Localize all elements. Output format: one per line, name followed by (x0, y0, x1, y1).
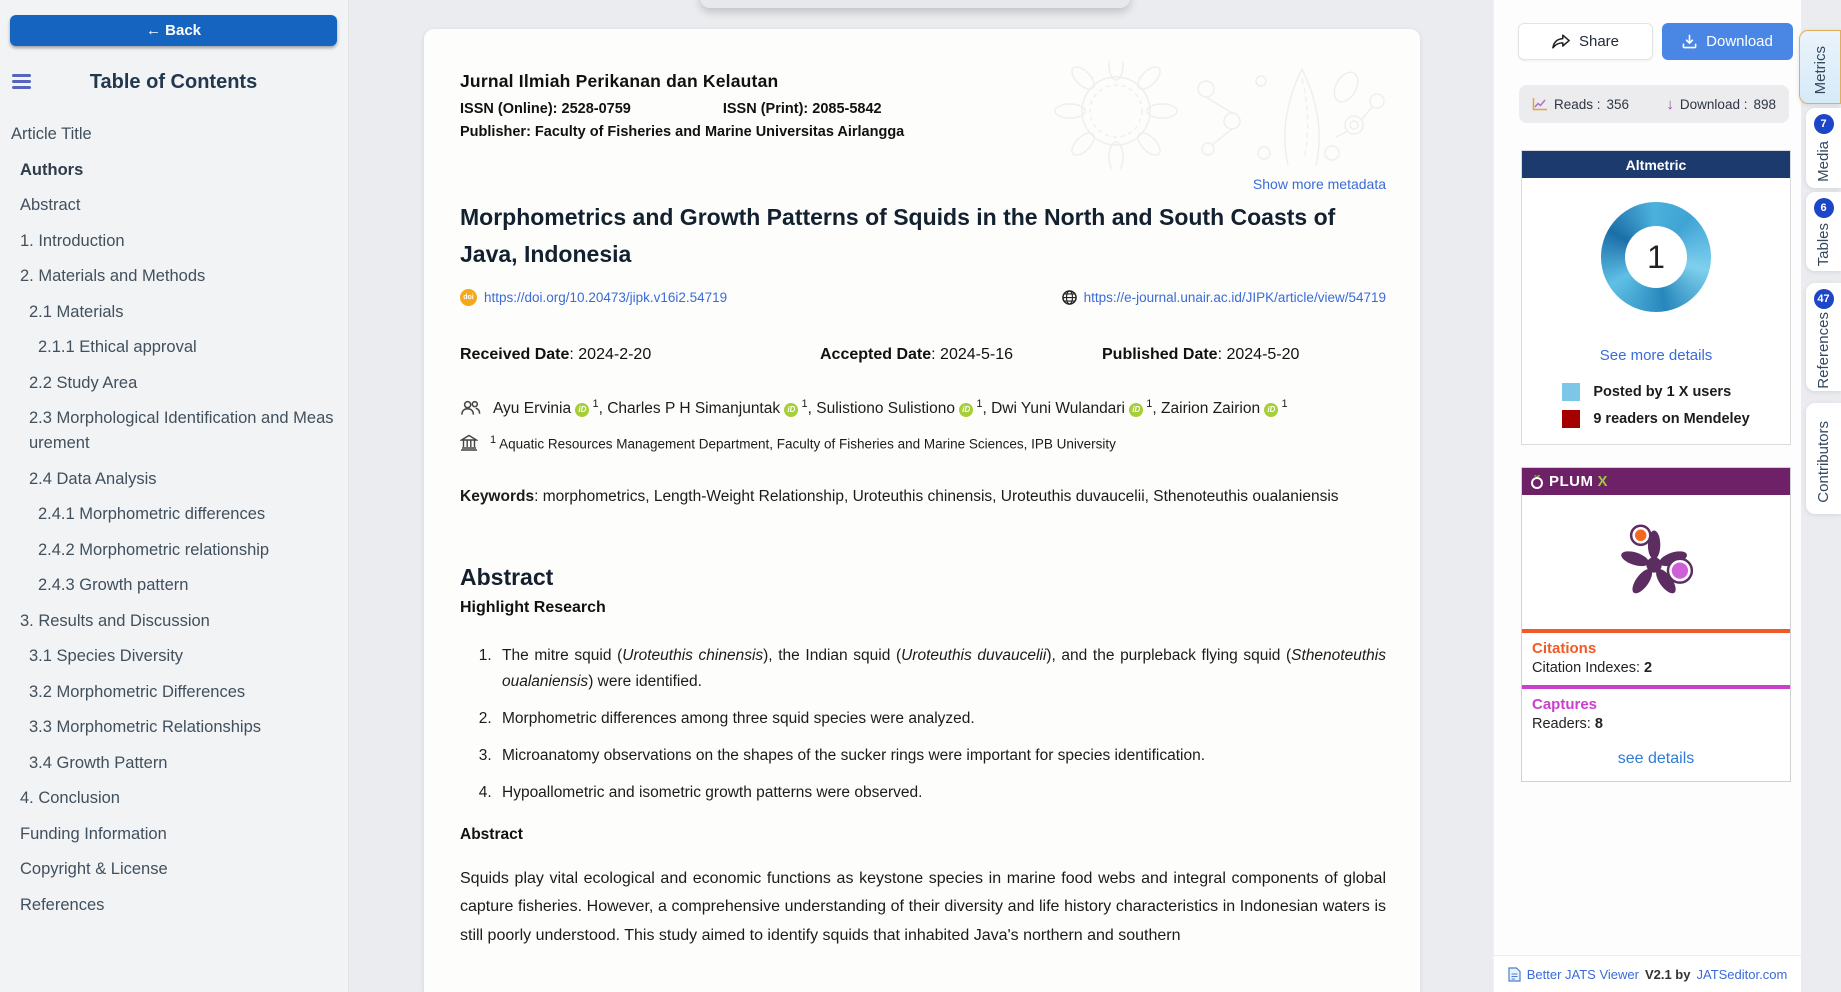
author-affiliation-number: 1 (589, 398, 599, 410)
legend-color-swatch (1562, 383, 1580, 401)
author-name[interactable]: Zairion Zairion iD $^1$ (1161, 398, 1288, 418)
author-affiliation-number: 1 (1143, 398, 1153, 410)
legend-label: 9 readers on Mendeley (1593, 411, 1750, 427)
legend-row (1562, 410, 1749, 428)
hamburger-menu-icon[interactable] (12, 74, 31, 92)
toc-item[interactable]: References (20, 895, 105, 914)
tab-label: Contributors (1815, 420, 1832, 503)
highlight-item: 2. Morphometric differences among three squid species were analyzed. (496, 706, 1386, 732)
tab-metrics[interactable] (1799, 30, 1841, 104)
toc-item[interactable]: 3.1 Species Diversity (29, 647, 184, 665)
tab-badge: 7 (1814, 114, 1834, 134)
keywords-line (460, 484, 1386, 510)
toc-item[interactable]: 2.1 Materials (29, 302, 124, 321)
authors-list: Ayu Ervinia iD $^1$, Charles P H Simanjuntak iD $^1$, Sulistiono Sulistiono iD $^1$, Dwi Yuni Wulandari iD $^1$, Zairion Zairion iD $^1$ (493, 398, 1288, 418)
toc-item[interactable]: 2.2 Study Area (29, 373, 138, 392)
highlight-item: 4. Hypoallometric and isometric growth patterns were observed. (496, 780, 1386, 806)
tab-label: Tables (1815, 222, 1832, 267)
affiliation-icon (460, 434, 478, 451)
show-more-metadata-link[interactable]: Show more metadata (1252, 176, 1386, 192)
reads-label: Reads : (1554, 96, 1601, 112)
orcid-icon[interactable]: iD (784, 403, 798, 417)
toc-item[interactable]: 2.4.2 Morphometric relationship (38, 540, 270, 559)
highlight-item: 3. Microanatomy observations on the shapes of the sucker rings were important for species identification. (496, 743, 1386, 769)
toc-title: Table of Contents (89, 71, 258, 93)
tab-badge: 6 (1814, 198, 1834, 218)
highlights-list (482, 643, 1386, 806)
viewer-site-link[interactable]: JATSeditor.com (1696, 966, 1788, 982)
date-group: Received Date: 2024-2-20 (460, 346, 652, 363)
highlight-heading: Highlight Research (460, 598, 606, 616)
metrics-panel (1493, 0, 1801, 992)
toc-item[interactable]: 2. Materials and Methods (20, 267, 206, 285)
doi-icon: doi (460, 289, 477, 306)
plumx-card (1521, 467, 1791, 782)
keywords-label: Keywords (460, 487, 535, 505)
share-icon (1552, 34, 1570, 49)
toc-item[interactable]: Article Title (11, 125, 92, 143)
plumx-graphic (1608, 519, 1704, 607)
affiliation-text (490, 434, 1116, 452)
tab-label: References (1815, 311, 1832, 389)
author-affiliation-number: 1 (798, 398, 808, 410)
downloads-label: Download : (1679, 96, 1748, 112)
download-icon (1682, 34, 1697, 49)
abstract-text: Squids play vital ecological and economic functions as keystone species in marine food webs and integral components of global capture fisheries. However, a comprehensive understanding of their diversity and life history characteristics in Indonesian waters is still poorly understood. This study aimed to identify squids that inhabited Java's northern and southern (460, 869, 1386, 944)
reads-value: 356 (1606, 96, 1630, 112)
toc-item[interactable]: 3.3 Morphometric Relationships (29, 718, 262, 736)
keywords-text: : morphometrics, Length-Weight Relationship, Uroteuthis chinensis, Uroteuthis duvaucelii, Sthenoteuthis oualaniensis (534, 487, 1339, 505)
plumx-section-metric: Citation Indexes: 2 (1532, 660, 1653, 676)
toc-item[interactable]: Authors (20, 160, 84, 179)
stats-bar (1519, 85, 1789, 123)
toc-item[interactable]: 2.1.1 Ethical approval (38, 338, 197, 356)
top-toast (700, 0, 1130, 8)
legend-color-swatch (1562, 410, 1580, 428)
altmetric-score: 1 (1625, 226, 1687, 288)
journal-article-link[interactable]: https://e-journal.unair.ac.id/JIPK/article/view/54719 (1083, 290, 1386, 305)
tab-badge: 47 (1814, 289, 1834, 309)
authors-icon (460, 399, 481, 417)
legend-row (1562, 383, 1749, 401)
orcid-icon[interactable]: iD (1264, 403, 1278, 417)
plumx-details-link[interactable]: see details (1617, 750, 1695, 767)
plumx-section-metric: Readers: 8 (1532, 716, 1603, 732)
downloads-value: 898 (1753, 96, 1776, 112)
toc-item[interactable]: 3.2 Morphometric Differences (29, 682, 246, 701)
download-label: Download (1706, 33, 1773, 50)
plumx-logo-x: X (1597, 473, 1608, 490)
abstract-subheading: Abstract (460, 825, 523, 843)
date-group: Accepted Date: 2024-5-16 (820, 346, 1013, 363)
share-button[interactable] (1518, 23, 1653, 60)
toc-item[interactable]: 2.4 Data Analysis (29, 469, 157, 488)
tab-media[interactable] (1806, 108, 1841, 188)
orcid-icon[interactable]: iD (959, 403, 973, 417)
highlight-item: 1. The mitre squid (Uroteuthis chinensis), the Indian squid (Uroteuthis duvaucelii), and the purpleback flying squid (Sthenoteuthis oualaniensis) were identified. (496, 643, 1386, 695)
author-name[interactable]: Ayu Ervinia iD $^1$ (493, 398, 599, 418)
orcid-icon[interactable]: iD (575, 403, 589, 417)
share-label: Share (1578, 33, 1620, 50)
plumx-metric-value: 8 (1594, 716, 1603, 732)
plumx-section-title: Captures (1532, 696, 1598, 713)
toc-item[interactable]: Abstract (20, 196, 81, 214)
download-button[interactable] (1662, 23, 1793, 60)
author-affiliation-number: 1 (1278, 398, 1288, 410)
toc-item[interactable]: 2.4.3 Growth pattern (38, 576, 189, 594)
altmetric-details-link[interactable]: See more details (1599, 347, 1713, 364)
author-name[interactable]: Charles P H Simanjuntak iD $^1$ (607, 398, 808, 418)
doi-link[interactable]: https://doi.org/10.20473/jipk.v16i2.54719 (484, 290, 728, 305)
toc-item[interactable]: 2.3 Morphological Identification and Measurement (29, 409, 334, 452)
plumx-metric-value: 2 (1644, 660, 1653, 676)
date-label: Received Date (460, 346, 570, 363)
plumx-section-title: Citations (1532, 640, 1597, 657)
toc-item[interactable]: 4. Conclusion (20, 789, 120, 807)
viewer-footer (1494, 955, 1801, 992)
document-icon (1508, 967, 1521, 982)
altmetric-donut-badge[interactable] (1601, 202, 1711, 312)
toc-item[interactable]: Copyright & License (20, 860, 168, 878)
dates-row (460, 346, 1386, 364)
tab-references[interactable] (1806, 283, 1841, 391)
toc-sidebar (0, 0, 349, 992)
viewer-name-link[interactable]: Better JATS Viewer (1526, 966, 1639, 982)
author-name[interactable]: Dwi Yuni Wulandari iD $^1$ (991, 398, 1153, 418)
reads-chart-icon (1532, 97, 1548, 111)
plumx-logo-word: PLUM (1549, 473, 1594, 490)
journal-name: Jurnal Ilmiah Perikanan dan Kelautan (460, 71, 779, 91)
tab-contributors[interactable] (1806, 403, 1841, 514)
article-title: Morphometrics and Growth Patterns of Squids in the North and South Coasts of Java, Indonesia (460, 204, 1336, 267)
tab-label: Media (1815, 140, 1832, 182)
abstract-heading: Abstract (460, 563, 554, 590)
date-group: Published Date: 2024-5-20 (1102, 346, 1300, 363)
toc-item[interactable]: 3.4 Growth Pattern (29, 753, 168, 772)
toc-list (10, 122, 337, 918)
viewer-version: V2.1 by (1644, 966, 1691, 982)
altmetric-card (1521, 150, 1791, 445)
plumx-logo-icon (1529, 474, 1545, 490)
date-label: Published Date (1102, 346, 1218, 363)
affiliation-label: Aquatic Resources Management Department, Faculty of Fisheries and Marine Sciences, IPB University (499, 436, 1116, 452)
publisher: Publisher: Faculty of Fisheries and Marine Universitas Airlangga (460, 124, 905, 140)
altmetric-legend (1562, 383, 1749, 428)
download-arrow-icon: ↓ (1666, 95, 1674, 113)
back-arrow-icon: ← (145, 22, 161, 39)
legend-label: Posted by 1 X users (1593, 384, 1732, 400)
back-label: Back (165, 22, 202, 39)
toc-item[interactable]: 2.4.1 Morphometric differences (38, 505, 266, 523)
altmetric-header: Altmetric (1522, 151, 1790, 178)
author-name[interactable]: Sulistiono Sulistiono iD $^1$ (816, 398, 983, 418)
back-button[interactable] (10, 15, 337, 46)
author-affiliation-number: 1 (973, 398, 983, 410)
plumx-sections (1522, 629, 1790, 741)
toc-item[interactable]: Funding Information (20, 824, 167, 843)
orcid-icon[interactable]: iD (1129, 403, 1143, 417)
plumx-header (1522, 468, 1790, 495)
toc-item[interactable]: 3. Results and Discussion (20, 611, 210, 630)
toc-item[interactable]: 1. Introduction (20, 231, 125, 250)
globe-icon (1062, 290, 1077, 305)
issn-online: ISSN (Online): 2528-0759 (460, 101, 631, 117)
date-label: Accepted Date (820, 346, 932, 363)
affiliation-number: 1 (490, 434, 497, 447)
tab-label: Metrics (1811, 45, 1829, 95)
issn-print: ISSN (Print): 2085-5842 (722, 101, 882, 117)
article-card (424, 29, 1420, 992)
tab-tables[interactable] (1806, 192, 1841, 271)
